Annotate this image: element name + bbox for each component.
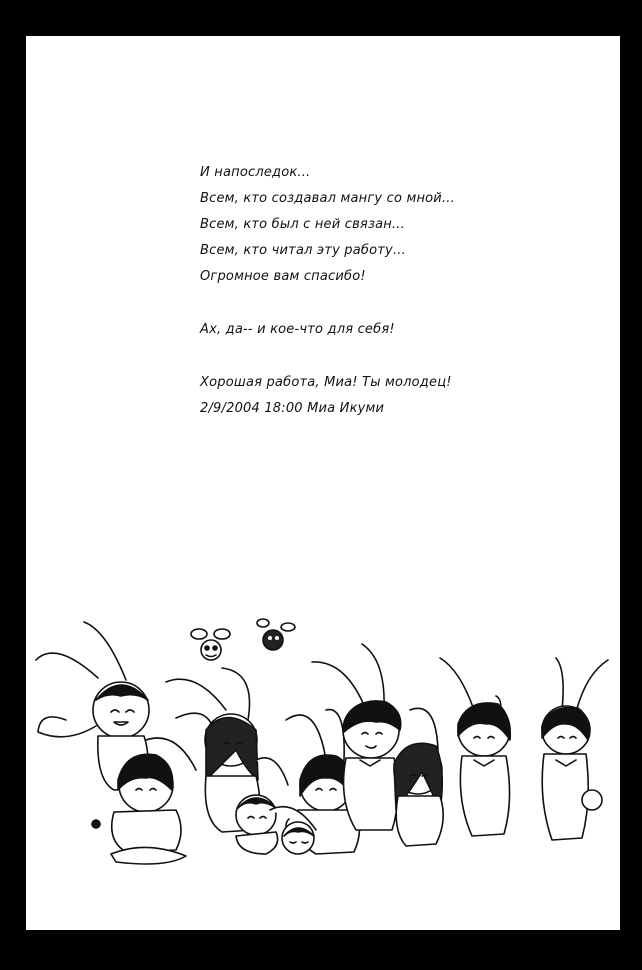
- afterword-text: [200, 163, 600, 425]
- afterword-line: Всем, кто читал эту работу...: [200, 243, 406, 258]
- afterword-line: И напоследок...: [200, 165, 311, 180]
- afterword-line: Ах, да-- и кое-что для себя!: [200, 322, 395, 337]
- bunny-character: [440, 658, 510, 836]
- bunny-chibi-illustration: [26, 600, 620, 890]
- bunny-character: [542, 658, 608, 840]
- flying-bug-icon: [257, 619, 295, 650]
- signature-date: 2/9/2004 18:00 Миа Икуми: [200, 401, 385, 416]
- bunny-character: [236, 758, 288, 854]
- afterword-line: Всем, кто создавал мангу со мной...: [200, 191, 455, 206]
- afterword-line: Огромное вам спасибо!: [200, 269, 366, 284]
- afterword-line: Всем, кто был с ней связан...: [200, 217, 405, 232]
- bunny-character: [394, 708, 443, 846]
- flying-bug-icon: [191, 629, 230, 660]
- afterword-line: Хорошая работа, Миа! Ты молодец!: [200, 375, 452, 390]
